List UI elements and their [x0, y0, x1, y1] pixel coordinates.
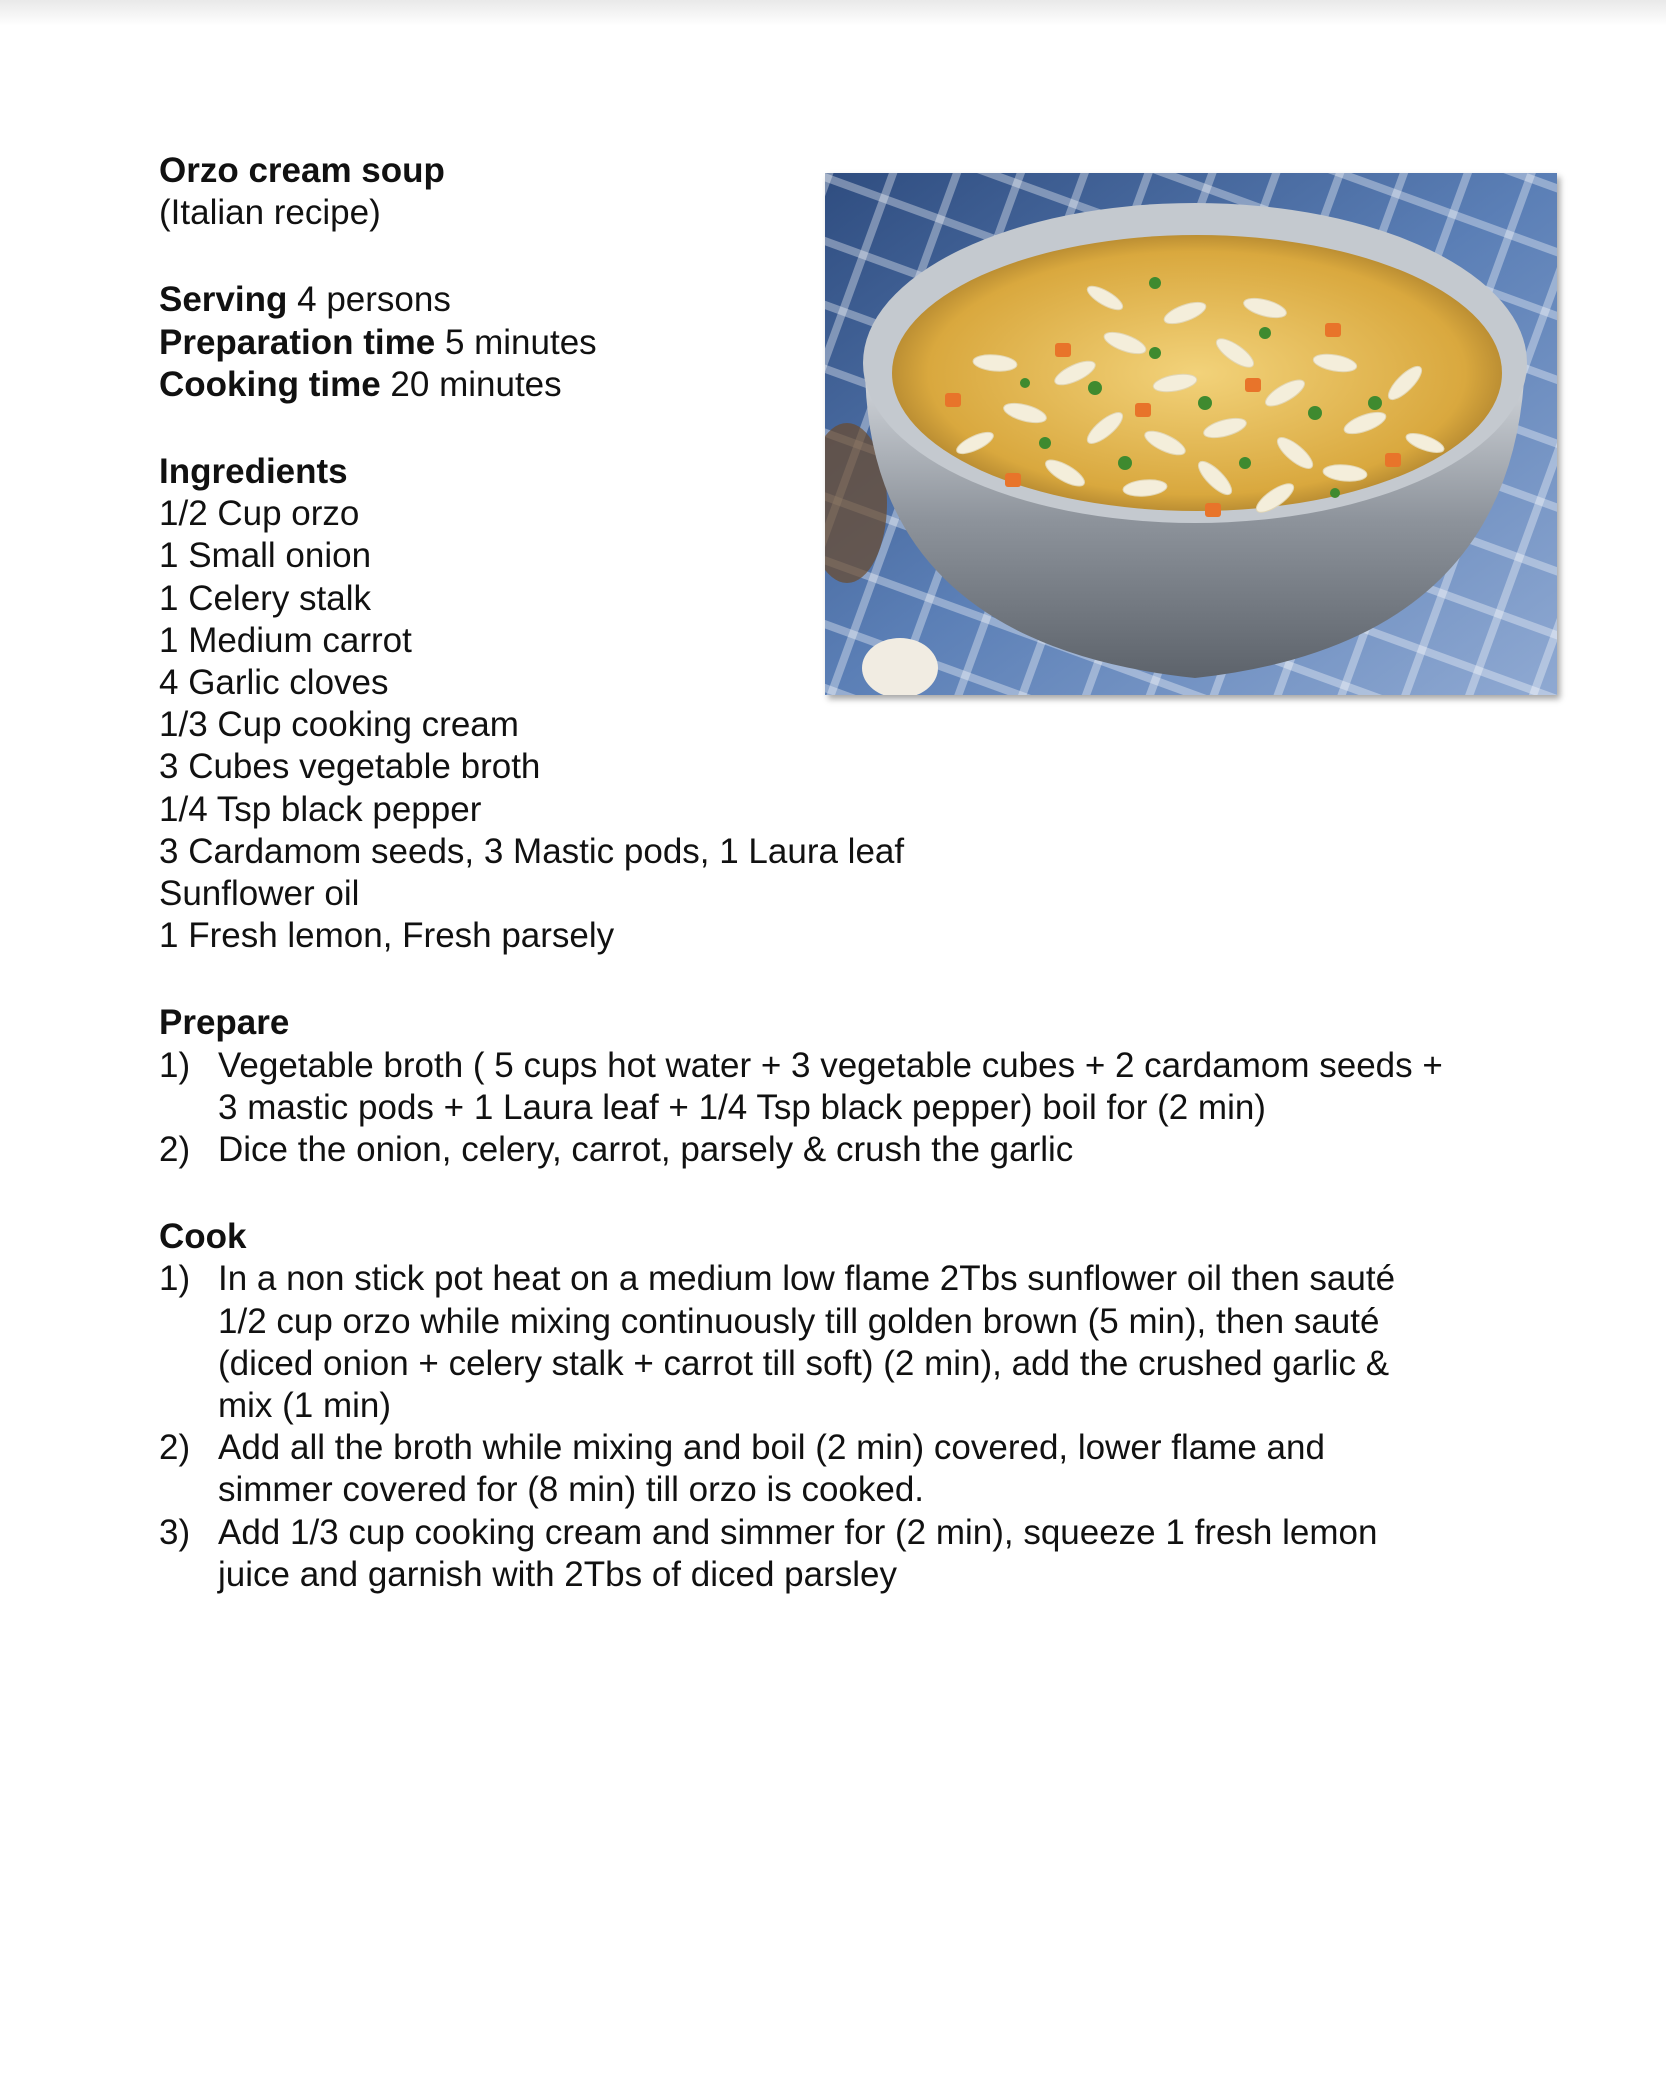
ingredient-item: 1/4 Tsp black pepper [159, 789, 482, 829]
ingredient-item: 1/3 Cup cooking cream [159, 705, 519, 745]
step-line: juice and garnish with 2Tbs of diced parsley [218, 1554, 897, 1594]
step-number: 2) [159, 1428, 191, 1468]
step-line: Dice the onion, celery, carrot, parsely & crush the garlic [218, 1130, 1074, 1170]
ingredient-item: 1 Small onion [159, 536, 372, 576]
ingredients-heading: Ingredients [159, 452, 348, 492]
step-number: 1) [159, 1259, 191, 1299]
ingredient-item: 3 Cardamom seeds, 3 Mastic pods, 1 Laura leaf [159, 831, 905, 871]
ingredient-item: 1/2 Cup orzo [159, 494, 360, 534]
step-number: 1) [159, 1045, 191, 1085]
prepare-step [159, 1045, 1539, 1129]
ingredient-item: 1 Fresh lemon, Fresh parsely [159, 916, 615, 956]
step-line: Add 1/3 cup cooking cream and simmer for (2 min), squeeze 1 fresh lemon [218, 1512, 1378, 1552]
cook-step [159, 1258, 1539, 1427]
step-line: In a non stick pot heat on a medium low flame 2Tbs sunflower oil then sauté [218, 1259, 1396, 1299]
prepare-steps [159, 1045, 1539, 1172]
prepare-heading: Prepare [159, 1003, 290, 1043]
step-line: 1/2 cup orzo while mixing continuously till golden brown (5 min), then sauté [218, 1301, 1380, 1341]
step-line: Vegetable broth ( 5 cups hot water + 3 vegetable cubes + 2 cardamom seeds + [218, 1045, 1443, 1085]
recipe-subtitle: (Italian recipe) [159, 193, 381, 233]
cook-heading: Cook [159, 1217, 247, 1257]
cook-steps [159, 1258, 1539, 1596]
recipe-title: Orzo cream soup [159, 151, 445, 190]
step-line: simmer covered for (8 min) till orzo is cooked. [218, 1470, 925, 1510]
ingredient-item: 1 Celery stalk [159, 578, 372, 618]
ingredient-item: 4 Garlic cloves [159, 663, 389, 703]
info-label: Preparation time [159, 322, 436, 362]
step-number: 3) [159, 1512, 191, 1552]
prepare-step [159, 1129, 1539, 1171]
info-value: 20 minutes [390, 364, 562, 404]
page-top-shadow [0, 0, 1666, 26]
step-line: mix (1 min) [218, 1386, 392, 1426]
cook-step [159, 1427, 1539, 1511]
step-line: 3 mastic pods + 1 Laura leaf + 1/4 Tsp black pepper) boil for (2 min) [218, 1087, 1266, 1127]
ingredient-item: 3 Cubes vegetable broth [159, 747, 541, 787]
info-label: Serving [159, 280, 288, 320]
step-number: 2) [159, 1130, 191, 1170]
ingredient-item: Sunflower oil [159, 874, 360, 914]
info-label: Cooking time [159, 364, 381, 404]
cook-step [159, 1512, 1539, 1596]
step-line: Add all the broth while mixing and boil (2 min) covered, lower flame and [218, 1428, 1325, 1468]
soup-bowl-icon [825, 173, 1557, 695]
ingredient-item: 1 Medium carrot [159, 620, 412, 660]
soup-bowl-photo [825, 173, 1557, 695]
info-value: 4 persons [297, 280, 451, 320]
step-line: (diced onion + celery stalk + carrot till soft) (2 min), add the crushed garlic & [218, 1343, 1390, 1383]
info-value: 5 minutes [444, 322, 597, 362]
